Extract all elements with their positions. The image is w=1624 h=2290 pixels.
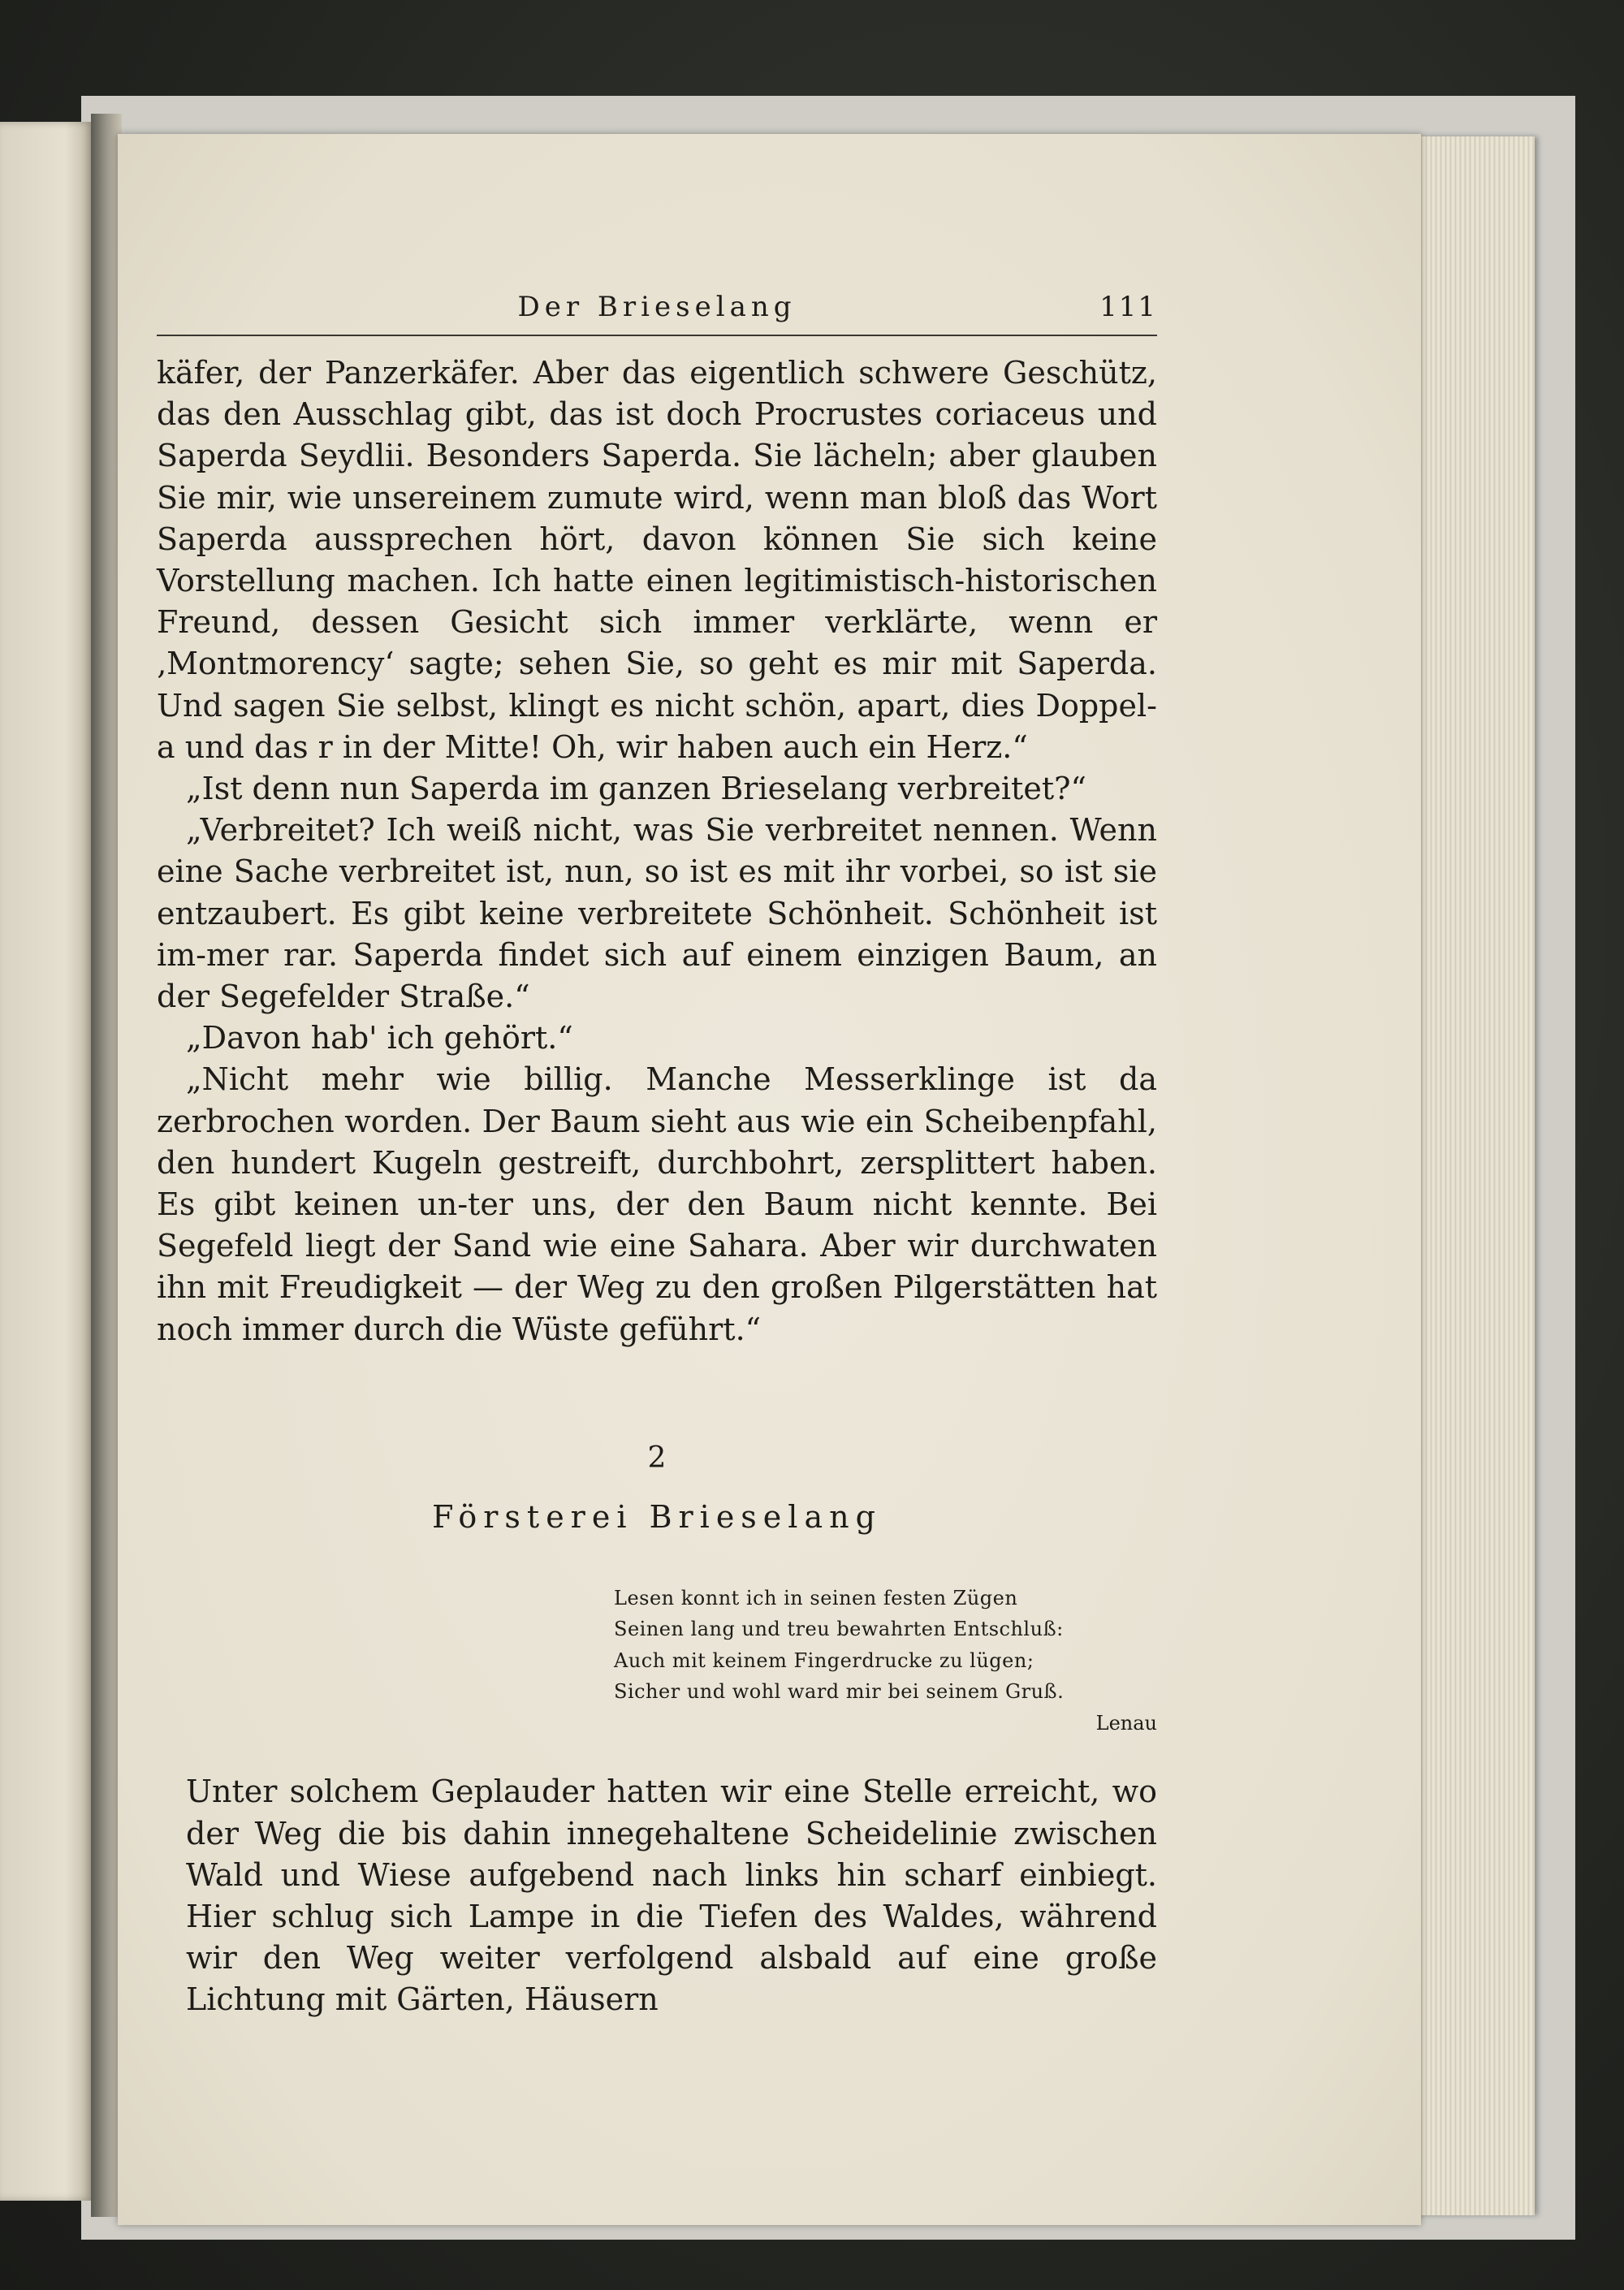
page-content <box>157 284 1157 2021</box>
epigraph-line: Seinen lang und treu bewahrten Entschluß: <box>614 1618 1064 1641</box>
paragraph: „Ist denn nun Saperda im ganzen Brieselang verbreitet?“ <box>186 771 1086 807</box>
epigraph <box>614 1583 1157 1739</box>
epigraph-line: Lesen konnt ich in seinen festen Zügen <box>614 1586 1018 1609</box>
body-text-second <box>157 1771 1157 2020</box>
paragraph: „Davon hab' ich gehört.“ <box>186 1020 573 1056</box>
page-block-edge <box>1413 136 1535 2215</box>
paragraph: „Verbreitet? Ich weiß nicht, was Sie verbreitet nennen. Wenn eine Sache verbreitet ist, nun, so ist es mit ihr vorbei, so ist sie entzaubert. Es gibt keine verbreitete Schönheit. Schönheit ist im-mer rar. Saperda findet sich auf einem einzigen Baum, an der Segefelder Straße.“ <box>157 812 1157 1015</box>
body-text-first <box>157 352 1157 1350</box>
chapter-title: Försterei Brieselang <box>432 1498 882 1535</box>
paragraph: käfer, der Panzerkäfer. Aber das eigentlich schwere Geschütz, das den Ausschlag gibt, das ist doch Procrustes coriaceus und Saperda Seydlii. Besonders Saperda. Sie lächeln; aber glauben Sie mir, wie unsereinem zumute wird, wenn man bloß das Wort Saperda aussprechen hört, davon können Sie sich keine Vorstellung machen. Ich hatte einen legitimistisch-historischen Freund, dessen Gesicht sich immer verklärte, wenn er ‚Montmorency‘ sagte; sehen Sie, so geht es mir mit Saperda. Und sagen Sie selbst, klingt es nicht schön, apart, dies Doppel-a und das r in der Mitte! Oh, wir haben auch ein Herz.“ <box>157 355 1157 765</box>
running-title: Der Brieselang <box>517 291 797 323</box>
chapter-number: 2 <box>647 1441 667 1475</box>
epigraph-line: Auch mit keinem Fingerdrucke zu lügen; <box>614 1648 1034 1672</box>
epigraph-line: Sicher und wohl ward mir bei seinem Gruß. <box>614 1680 1065 1704</box>
page-number: 111 <box>1099 291 1157 323</box>
paragraph: Unter solchem Geplauder hatten wir eine Stelle erreicht, wo der Weg die bis dahin innegehaltene Scheidelinie zwischen Wald und Wiese aufgebend nach links hin scharf einbiegt. Hier schlug sich Lampe in die Tiefen des Waldes, während wir den Weg weiter verfolgend alsbald auf eine große Lichtung mit Gärten, Häusern <box>186 1774 1157 2018</box>
left-page-edge <box>0 122 93 2201</box>
page-header <box>157 284 1157 336</box>
epigraph-author: Lenau <box>1095 1711 1157 1735</box>
paragraph: „Nicht mehr wie billig. Manche Messerklinge ist da zerbrochen worden. Der Baum sieht aus wie ein Scheibenpfahl, den hundert Kugeln gestreift, durchbohrt, zersplittert haben. Es gibt keinen un-ter uns, der den Baum nicht kennte. Bei Segefeld liegt der Sand wie eine Sahara. Aber wir durchwaten ihn mit Freudigkeit — der Weg zu den großen Pilgerstätten hat noch immer durch die Wüste geführt.“ <box>157 1061 1157 1347</box>
